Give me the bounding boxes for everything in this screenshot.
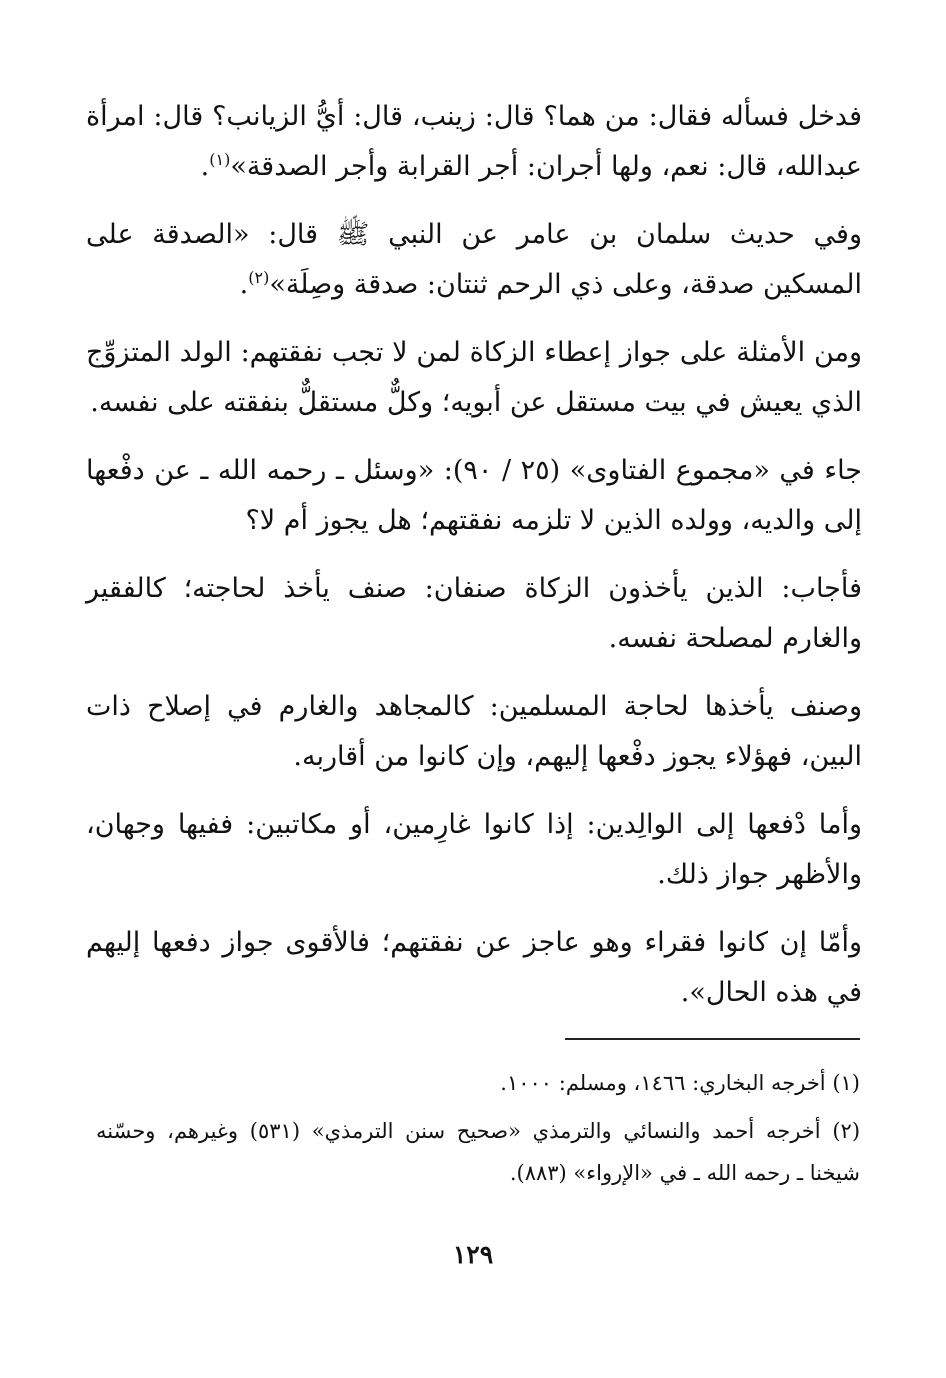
paragraph-6 <box>86 682 862 782</box>
footnote-2: (٢) أخرجه أحمد والنسائي والترمذي «صحيح سنن الترمذي» (٥٣١) وغيرهم، وحسّنه شيخنا ـ رحمه الله ـ في «الإرواء» (٨٨٣). <box>96 1119 861 1185</box>
paragraph-3 <box>86 328 862 428</box>
paragraph-text: فدخل فسأله فقال: من هما؟ قال: زينب، قال: أيُّ الزيانب؟ قال: امرأة عبدالله، قال: نعم، ولها أجران: أجر القرابة وأجر الصدقة» <box>86 101 862 182</box>
page-number: ١٢٩ <box>452 1240 494 1269</box>
paragraph-text: وفي حديث سلمان بن عامر عن النبي ﷺ قال: «الصدقة على المسكين صدقة، وعلى ذي الرحم ثنتان: صدقة وصِلَة» <box>86 219 862 300</box>
paragraph-7 <box>86 800 862 900</box>
main-text <box>86 92 862 1036</box>
paragraph-text: جاء في «مجموع الفتاوى» (٢٥ / ٩٠): «وسئل ـ رحمه الله ـ عن دفْعها إلى والديه، وولده الذين لا تلزمه نفقتهم؛ هل يجوز أم لا؟ <box>86 455 862 536</box>
paragraph-text: وأمّا إن كانوا فقراء وهو عاجز عن نفقتهم؛ فالأقوى جواز دفعها إليهم في هذه الحال». <box>86 927 862 1008</box>
paragraph-5 <box>86 564 862 664</box>
paragraph-end: . <box>239 269 249 300</box>
paragraph-2 <box>86 210 862 310</box>
paragraph-text: وأما دْفعها إلى الوالِدين: إذا كانوا غارِمين، أو مكاتبين: ففيها وجهان، والأظهر جواز ذلك. <box>86 809 862 890</box>
paragraph-1 <box>86 92 862 192</box>
footnote-1: (١) أخرجه البخاري: ١٤٦٦، ومسلم: ١٠٠٠. <box>500 1071 860 1095</box>
paragraph-end: . <box>200 151 210 182</box>
footnote-ref: (٢) <box>248 268 270 287</box>
paragraph-text: فأجاب: الذين يأخذون الزكاة صنفان: صنف يأخذ لحاجته؛ كالفقير والغارم لمصلحة نفسه. <box>86 573 862 654</box>
paragraph-4 <box>86 446 862 546</box>
footnote-separator <box>565 1038 860 1040</box>
paragraph-8 <box>86 918 862 1018</box>
paragraph-text: وصنف يأخذها لحاجة المسلمين: كالمجاهد والغارم في إصلاح ذات البين، فهؤلاء يجوز دفْعها إليهم، وإن كانوا من أقاربه. <box>86 691 862 772</box>
paragraph-text: ومن الأمثلة على جواز إعطاء الزكاة لمن لا تجب نفقتهم: الولد المتزوِّج الذي يعيش في بيت مستقل عن أبويه؛ وكلٌّ مستقلٌّ بنفقته على نفسه. <box>86 337 862 418</box>
footnote-ref: (١) <box>209 150 231 169</box>
footnotes <box>96 1062 860 1200</box>
